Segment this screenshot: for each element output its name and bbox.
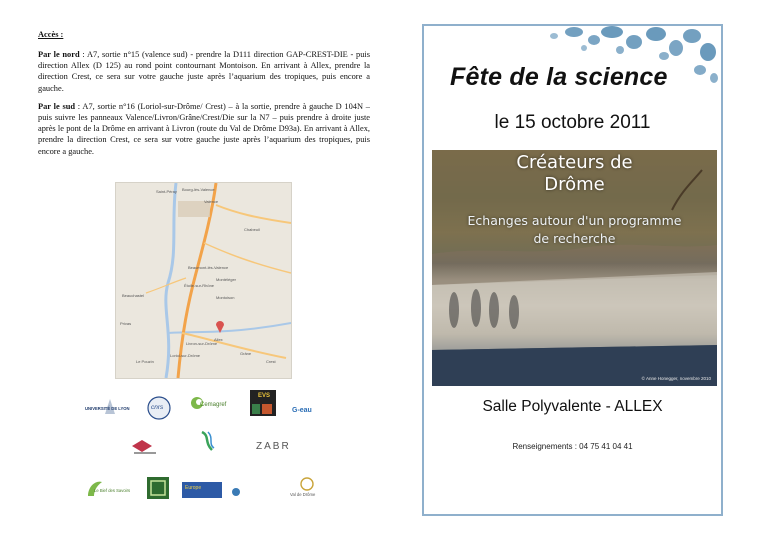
zabr-logo: ZABR: [256, 441, 291, 452]
map-label: Étoile-sur-Rhône: [184, 283, 215, 288]
photo-title: [432, 152, 717, 196]
map-label: Valence: [204, 199, 219, 204]
venue: Salle Polyvalente - ALLEX: [482, 398, 663, 415]
south-directions: [38, 101, 370, 157]
university-logo-small: [130, 436, 160, 456]
event-poster: [422, 24, 723, 516]
universite-lyon-logo: UNIVERSITÉ DE LYON: [85, 398, 135, 420]
photo-subtitle: [432, 212, 717, 248]
photo-credit: © Anne Honegger, novembre 2010: [641, 376, 711, 381]
map-label: Crest: [266, 359, 276, 364]
access-section: [38, 30, 370, 164]
bief-des-savoirs-logo: Le Bief des Savoirs: [80, 478, 134, 498]
photo-subtitle-line: de recherche: [533, 231, 616, 246]
g-eau-logo: G-eau: [292, 407, 312, 414]
north-text: : A7, sortie n°15 (valence sud) - prendre la D111 direction GAP-CREST-DIE - puis direction Allex (D 125) au rond point contournant Montoison. En arrivant à Allex, prendre la direction Crest, ce sera sur votre gauche juste après l’aquarium des tropiques, puis encore a gauche.: [38, 50, 370, 93]
map-label: Le Pouzin: [136, 359, 154, 364]
europe-logo: Europe: [182, 482, 222, 498]
north-directions: [38, 49, 370, 94]
evs-logo: EVS: [250, 390, 276, 416]
leader-logo: [147, 477, 169, 499]
map-label: Bourg-lès-Valence: [182, 187, 215, 192]
cnrs-logo: cnrs: [147, 396, 171, 420]
map-label: Beaumont-lès-Valence: [188, 265, 229, 270]
communaute-communes-logo: [231, 484, 279, 498]
photo-subtitle-line: Echanges autour d'un programme: [467, 213, 682, 228]
cemagref-logo: Cemagref: [190, 396, 230, 416]
north-label: Par le nord: [38, 50, 80, 59]
poster-title: Fête de la science: [450, 63, 668, 91]
map-label: Livron-sur-Drôme: [186, 341, 218, 346]
south-label: Par le sud: [38, 101, 76, 111]
map-label: Chabeuil: [244, 227, 260, 232]
photo-title-line: Créateurs de: [516, 152, 633, 173]
map-label: Grâne: [240, 351, 252, 356]
map-label: Montoison: [216, 295, 235, 300]
map-label: Allex: [214, 337, 223, 342]
contact-info: Renseignements : 04 75 41 04 41: [512, 442, 633, 451]
photo-title-line: Drôme: [544, 174, 605, 195]
map-label: Privas: [120, 321, 132, 326]
map-label: Montéléger: [216, 277, 237, 282]
access-heading: Accès :: [38, 30, 64, 39]
poster-photo: [432, 150, 717, 386]
map-label: Loriol-sur-Drôme: [170, 353, 201, 358]
val-de-drome-logo: Val de Drôme: [290, 477, 324, 501]
river-logo: [198, 430, 218, 452]
map-label: Beauchastel: [122, 293, 145, 298]
south-text: : A7, sortie n°16 (Loriol-sur-Drôme/ Crest) – à la sortie, prendre à gauche D 104N – puis suivre les panneaux Valence/Livron/Grâne/Crest/Die sur la N7 – puis prendre à droite juste après le pont de la Drôme en arrivant à Livron (route du Val de Drôme D93a). En arrivant à Allex, prendre la direction Crest, ce sera sur votre gauche juste après l’aquarium des tropiques, puis encore a gauche.: [38, 101, 370, 156]
map-label: Saint-Péray: [156, 189, 177, 194]
location-map: [115, 182, 292, 379]
map-graphic: [116, 183, 291, 378]
event-date: le 15 octobre 2011: [494, 112, 651, 133]
